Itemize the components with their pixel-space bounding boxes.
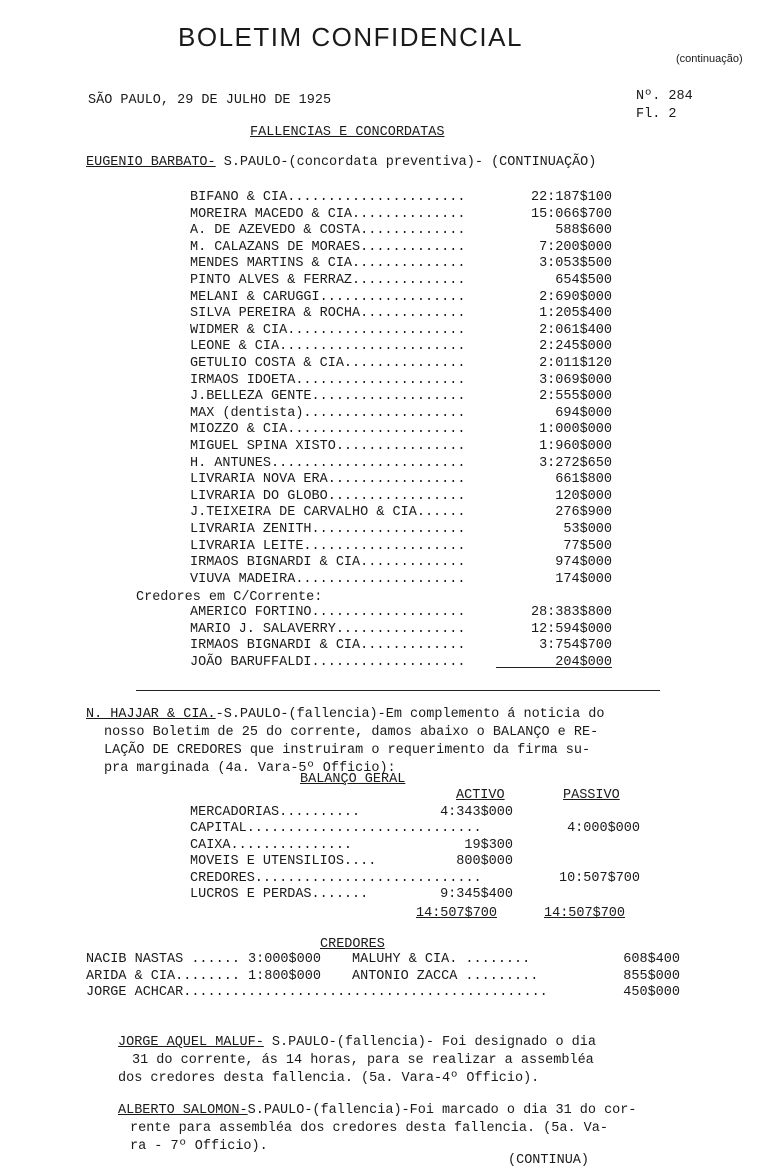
case1-name: EUGENIO BARBATO-: [86, 155, 216, 170]
col-passivo: PASSIVO: [563, 788, 620, 803]
creditor-left: JORGE ACHCAR.............................................: [86, 985, 548, 1000]
creditor-name: MAX (dentista)....................: [190, 405, 466, 421]
creditor-name: MIGUEL SPINA XISTO................: [190, 439, 466, 454]
current-account-label: Credores em C/Corrente:: [136, 590, 323, 605]
creditor-name: MOREIRA MACEDO & CIA..............: [190, 206, 466, 222]
creditor-name: J.TEIXEIRA DE CARVALHO & CIA......: [190, 505, 466, 521]
creditor-name: IRMAOS IDOETA.....................: [190, 372, 466, 388]
case3-name: JORGE AQUEL MALUF-: [118, 1035, 264, 1050]
creditor-amount: 855$000: [623, 968, 680, 984]
creditor-name: J.BELLEZA GENTE...................: [190, 389, 466, 405]
creditor-amount: 1:960$000: [539, 439, 612, 454]
creditor-amount: 174$000: [555, 571, 612, 587]
creditor-name: LIVRARIA ZENITH...................: [190, 522, 466, 537]
balance-label: CAIXA...............: [190, 837, 353, 853]
balance-passivo: 4:000$000: [567, 821, 640, 837]
creditor-left: NACIB NASTAS ...... 3:000$000: [86, 952, 321, 967]
case2-line-4: pra marginada (4a. Vara-5º Officio):: [104, 761, 396, 776]
creditor-amount: 77$500: [563, 538, 612, 554]
creditor-amount: 3:069$000: [539, 372, 612, 388]
case2-line-3: LAÇÃO DE CREDORES que instruiram o requerimento da firma su-: [104, 743, 591, 758]
case1-heading: [86, 156, 596, 170]
creditor-amount: 12:594$000: [530, 621, 612, 637]
creditor-name: GETULIO COSTA & CIA...............: [190, 356, 466, 371]
case2-line-1: N. HAJJAR & CIA.-S.PAULO-(fallencia)-Em complemento á noticia do: [86, 707, 605, 722]
case3-line-1: JORGE AQUEL MALUF- S.PAULO-(fallencia)- Foi designado o dia: [118, 1035, 596, 1050]
balance-label: MOVEIS E UTENSILIOS....: [190, 854, 377, 870]
creditor-amount: 7:200$000: [539, 239, 612, 255]
balance-label: CAPITAL.............................: [190, 821, 482, 837]
creditor-amount: 2:011$120: [539, 356, 612, 371]
creditor-name: H. ANTUNES........................: [190, 455, 466, 471]
creditor-name: BIFANO & CIA......................: [190, 190, 466, 205]
continua-note: (CONTINUA): [508, 1153, 590, 1168]
creditor-right: ANTONIO ZACCA .........: [352, 968, 539, 984]
case4-name: ALBERTO SALOMON-: [118, 1103, 248, 1118]
creditor-amount: 1:000$000: [539, 422, 612, 438]
creditor-name: MENDES MARTINS & CIA..............: [190, 256, 466, 272]
creditor-name: IRMAOS BIGNARDI & CIA.............: [190, 555, 466, 571]
sheet-number: Fl. 2: [636, 107, 677, 122]
balance-label: LUCROS E PERDAS.......: [190, 887, 369, 902]
bulletin-title: BOLETIM CONFIDENCIAL: [178, 22, 523, 52]
balance-label: CREDORES............................: [190, 870, 482, 886]
creditor-name: PINTO ALVES & FERRAZ..............: [190, 273, 466, 288]
creditor-left: ARIDA & CIA........ 1:800$000: [86, 968, 321, 984]
creditor-amount: 204$000: [555, 654, 612, 670]
creditor-amount: 276$900: [555, 505, 612, 521]
creditor-right: MALUHY & CIA. ........: [352, 952, 531, 967]
creditor-name: MIOZZO & CIA......................: [190, 422, 466, 438]
total-activo: 14:507$700: [416, 906, 498, 921]
case3-line-2: 31 do corrente, ás 14 horas, para se realizar a assembléa: [132, 1053, 594, 1068]
creditor-amount: 2:061$400: [539, 322, 612, 338]
creditor-amount: 654$500: [555, 273, 612, 288]
creditors-title: CREDORES: [320, 937, 385, 952]
section-title: FALLENCIAS E CONCORDATAS: [250, 125, 445, 140]
creditor-name: AMERICO FORTINO...................: [190, 605, 466, 620]
creditor-amount: 588$600: [555, 223, 612, 239]
creditor-name: MELANI & CARUGGI..................: [190, 289, 466, 305]
creditor-amount: 608$400: [623, 952, 680, 967]
creditor-name: LIVRARIA LEITE....................: [190, 538, 466, 554]
creditor-amount: 53$000: [563, 522, 612, 537]
creditor-amount: 28:383$800: [530, 605, 612, 620]
balance-activo: 4:343$000: [440, 805, 513, 820]
creditor-amount: 3:754$700: [539, 638, 612, 654]
balance-activo: 19$300: [464, 837, 513, 853]
creditor-amount: 3:053$500: [539, 256, 612, 272]
case2-name: N. HAJJAR & CIA.: [86, 707, 216, 722]
col-activo: ACTIVO: [456, 788, 505, 803]
creditor-name: IRMAOS BIGNARDI & CIA.............: [190, 638, 466, 654]
case4-line-2: rente para assembléa dos credores desta fallencia. (5a. Va-: [130, 1121, 608, 1136]
creditor-amount: 694$000: [555, 405, 612, 421]
creditor-amount: 1:205$400: [539, 306, 612, 322]
creditor-name: LIVRARIA NOVA ERA.................: [190, 472, 466, 488]
creditor-amount: 661$800: [555, 472, 612, 488]
balance-activo: 800$000: [456, 854, 513, 870]
creditor-name: A. DE AZEVEDO & COSTA.............: [190, 223, 466, 239]
creditor-name: JOÃO BARUFFALDI...................: [190, 654, 466, 670]
creditor-amount: 15:066$700: [530, 206, 612, 222]
creditor-amount: 974$000: [555, 555, 612, 571]
creditor-amount: 2:690$000: [539, 289, 612, 305]
creditor-name: VIUVA MADEIRA.....................: [190, 571, 466, 587]
creditor-amount: 2:245$000: [539, 339, 612, 355]
amount-underline: [496, 667, 612, 668]
creditor-amount: 120$000: [555, 488, 612, 504]
case2-line-2: nosso Boletim de 25 do corrente, damos abaixo o BALANÇO e RE-: [104, 725, 599, 740]
case1-heading-rest: S.PAULO-(concordata preventiva)- (CONTINUAÇÃO): [215, 155, 597, 170]
creditor-name: SILVA PEREIRA & ROCHA.............: [190, 306, 466, 322]
section-divider: [136, 690, 660, 691]
case4-line-1: ALBERTO SALOMON-S.PAULO-(fallencia)-Foi marcado o dia 31 do cor-: [118, 1103, 637, 1118]
balance-label: MERCADORIAS..........: [190, 805, 361, 820]
balance-title: BALANÇO GERAL: [300, 772, 406, 787]
case4-line-3: ra - 7º Officio).: [130, 1139, 268, 1154]
balance-activo: 9:345$400: [440, 887, 513, 902]
case3-line-3: dos credores desta fallencia. (5a. Vara-4º Officio).: [118, 1071, 540, 1086]
creditor-amount: 2:555$000: [539, 389, 612, 405]
creditor-name: LIVRARIA DO GLOBO.................: [190, 488, 466, 504]
creditor-amount: 22:187$100: [530, 190, 612, 205]
creditor-amount: 3:272$650: [539, 455, 612, 471]
creditor-name: LEONE & CIA.......................: [190, 339, 466, 355]
creditor-name: M. CALAZANS DE MORAES.............: [190, 239, 466, 255]
bulletin-number: Nº. 284: [636, 89, 693, 104]
creditor-name: MARIO J. SALAVERRY................: [190, 621, 466, 637]
place-date: SÃO PAULO, 29 DE JULHO DE 1925: [88, 93, 332, 108]
creditor-name: WIDMER & CIA......................: [190, 322, 466, 338]
balance-passivo: 10:507$700: [558, 870, 640, 886]
continuation-note: (continuação): [676, 53, 743, 65]
creditor-amount: 450$000: [623, 985, 680, 1000]
total-passivo: 14:507$700: [544, 906, 626, 921]
